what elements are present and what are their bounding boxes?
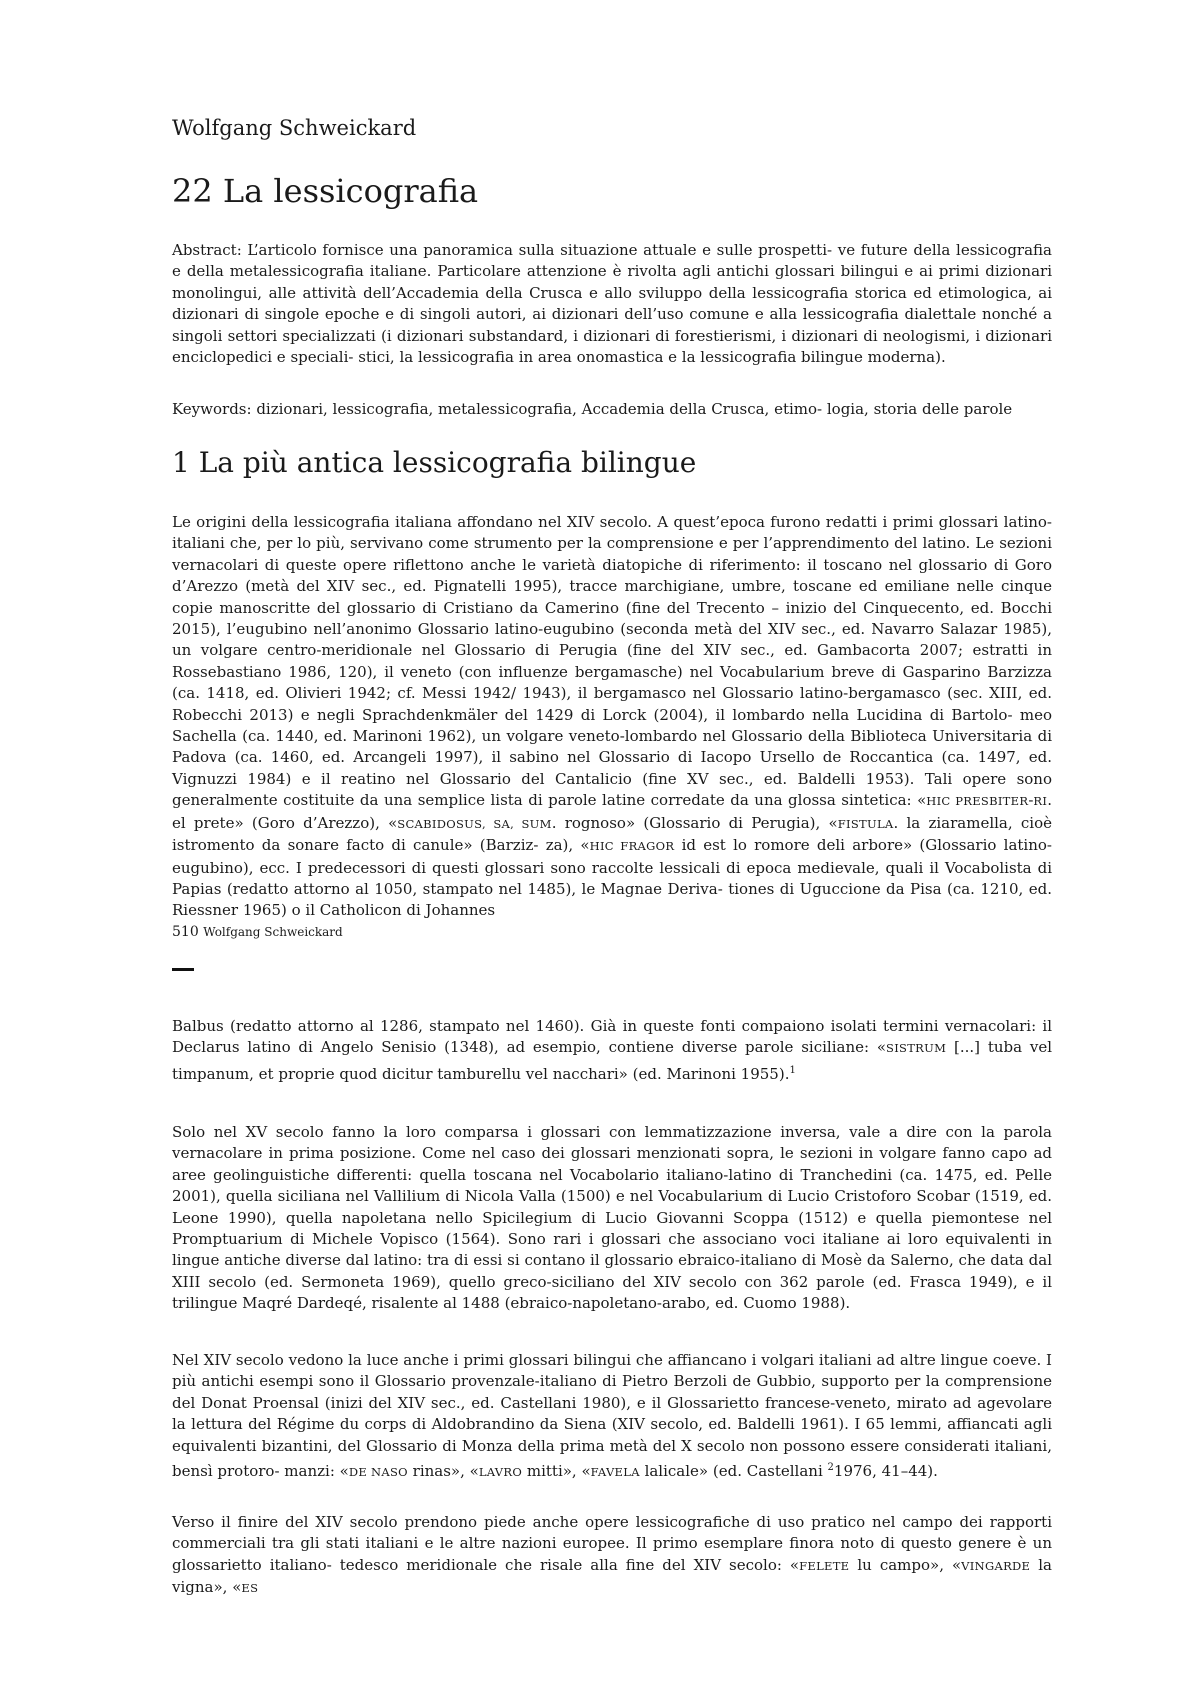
text-run: Verso il finire del XIV secolo prendono piede anche opere lessicografiche di uso pratico nel campo dei rapporti commerciali tra gli stati italiani e le altre nazioni europee. Il primo esemplare finora noto di questo genere è un glossarietto italiano- tedesco meridionale che risale alla fine del XIV secolo: « xyxy=(172,1513,1052,1574)
page-number: 510 xyxy=(172,924,199,940)
text-run: mitti», « xyxy=(522,1462,591,1481)
text-run: Balbus (redatto attorno al 1286, stampato nel 1460). Già in queste fonti compaiono isolati termini vernacolari: il Declarus latino di Angelo Senisio (1348), ad esempio, contiene diverse parole siciliane: « xyxy=(172,1017,1052,1057)
text-run: rinas», « xyxy=(407,1462,479,1481)
text-run: id est lo romore deli arbore» (Glossario latino-eugubino), ecc. I predecessori di questi glossari sono raccolte lessicali di epoca medievale, quali il Vocabolista di Papias (redatto attorno al 1050, stampato nel 1485), le Magnae Deriva- tiones di Uguccione da Pisa (ca. 1210, ed. Riessner 1965) o il Catholicon di Johannes xyxy=(172,836,1052,920)
section-heading: 1 La più antica lessicografia bilingue xyxy=(172,446,697,479)
running-head xyxy=(172,924,343,940)
text-run: . rognoso» (Glossario di Perugia), « xyxy=(551,813,838,832)
body-paragraph-3: Solo nel XV secolo fanno la loro comparsa i glossari con lemmatizzazione inversa, vale a dire con la parola vernacolare in prima posizione. Come nel caso dei glossari menzionati sopra, le sezioni in volgare fanno capo ad aree geolinguistiche differenti: quella toscana nel Vocabolario italiano-latino di Tranchedini (ca. 1475, ed. Pelle 2001), quella siciliana nel Vallilium di Nicola Valla (1500) e nel Vocabularium di Lucio Cristoforo Scobar (1519, ed. Leone 1990), quella napoletana nello Spicilegium di Lucio Giovanni Scoppa (1512) e quella piemontese nel Promptuarium di Michele Vopisco (1564). Sono rari i glossari che associano voci italiane ai loro equivalenti in lingue antiche diverse dal latino: tra di essi si contano il glossario ebraico-italiano di Mosè da Salerno, che data dal XIII secolo (ed. Sermoneta 1969), quello greco-siciliano del XIV secolo con 362 parole (ed. Frasca 1949), e il trilingue Maqré Dardeqé, risalente al 1488 (ebraico-napoletano-arabo, ed. Cuomo 1988). xyxy=(172,1123,1052,1313)
small-caps-run: SCABIDOSUS, SA, SUM xyxy=(397,816,552,831)
body-paragraph-1 xyxy=(172,512,1052,922)
text-run: . la ziaramella, cioè istromento da sonare facto di canule» (Barziz- za), « xyxy=(172,813,1052,855)
text-run: Nel XIV secolo vedono la luce anche i primi glossari bilingui che affiancano i volgari italiani ad altre lingue coeve. I più antichi esempi sono il Glossario provenzale-italiano di Pietro Berzoli de Gubbio, supporto per la comprensione del Donat Proensal (inizi del XIV sec., ed. Castellani 1980), e il Glossarietto francese-veneto, mirato ad agevolare la lettura del Régime du corps di Aldobrandino da Siena (XIV secolo, ed. Baldelli 1961). I 65 lemmi, affiancati agli equivalenti bizantini, del Glossario di Monza della prima metà del X secolo non possono essere considerati italiani, bensì protoro- manzi: « xyxy=(172,1351,1052,1481)
text-run: lalicale» (ed. Castellani xyxy=(639,1462,828,1481)
small-caps-run: VINGARDE xyxy=(961,1558,1031,1573)
author-name: Wolfgang Schweickard xyxy=(172,116,417,140)
small-caps-run: FELETE xyxy=(799,1558,850,1573)
small-caps-run: RI xyxy=(1033,794,1048,809)
small-caps-run: SISTRUM xyxy=(886,1041,947,1056)
text-run: lu campo», « xyxy=(849,1555,962,1574)
text-run: Le origini della lessicografia italiana affondano nel XIV secolo. A quest’epoca furono redatti i primi glossari latino-italiani che, per lo più, servivano come strumento per la comprensione e per l’apprendimento del latino. Le sezioni vernacolari di queste opere riflettono anche le varietà diatopiche di riferimento: il toscano nel glossario di Goro d’Arezzo (metà del XIV sec., ed. Pignatelli 1995), tracce marchigiane, umbre, toscane ed emiliane nelle cinque copie manoscritte del glossario di Cristiano da Camerino (fine del Trecento – inizio del Cinquecento, ed. Bocchi 2015), l’eugubino nell’anonimo Glossario latino-eugubino (seconda metà del XIV sec., ed. Navarro Salazar 1985), un volgare centro-meridionale nel Glossario di Perugia (fine del XIV sec., ed. Gambacorta 2007; estratti in Rossebastiano 1986, 120), il veneto (con influenze bergamasche) nel Vocabularium breve di Gasparino Barzizza (ca. 1418, ed. Olivieri 1942; cf. Messi 1942/ 1943), il bergamasco nel Glossario latino-bergamasco (sec. XIII, ed. Robecchi 2013) e negli Sprachdenkmäler del 1429 di Lorck (2004), il lombardo nella Lucidina di Bartolo- meo Sachella (ca. 1440, ed. Marinoni 1962), un volgare veneto-lombardo nel Glossario della Biblioteca Universitaria di Padova (ca. 1460, ed. Arcangeli 1997), il sabino nel Glossario di Iacopo Ursello de Roccantica (ca. 1497, ed. Vignuzzi 1984) e il reatino nel Glossario del Cantalicio (fine XV sec., ed. Baldelli 1953). Tali opere sono generalmente costituite da una semplice lista di parole latine corredate da una glossa sintetica: « xyxy=(172,513,1052,810)
separator-rule xyxy=(172,968,194,971)
small-caps-run: FISTULA xyxy=(837,816,894,831)
keywords-line: Keywords: dizionari, lessicografia, metalessicografia, Accademia della Crusca, etimo- logia, storia delle parole xyxy=(172,400,1013,418)
chapter-title: 22 La lessicografia xyxy=(172,172,479,210)
text-run: [...] tuba vel timpanum, et proprie quod dicitur tamburellu vel nacchari» (ed. Marinoni 1955). xyxy=(172,1038,1052,1083)
running-head-author: Wolfgang Schweickard xyxy=(203,925,343,939)
small-caps-run: HIC FRAGOR xyxy=(589,839,675,854)
edition-superscript: 2 xyxy=(827,1462,834,1474)
text-run: 1976, 41–44). xyxy=(833,1462,938,1481)
text-run: - xyxy=(1028,791,1034,810)
body-paragraph-4 xyxy=(172,1350,1052,1483)
text-run: la vigna», « xyxy=(172,1555,1052,1597)
body-paragraph-5 xyxy=(172,1512,1052,1600)
small-caps-run: DE NASO xyxy=(348,1465,408,1480)
small-caps-run: ES xyxy=(241,1581,259,1596)
body-paragraph-2 xyxy=(172,1016,1052,1085)
small-caps-run: LAVRO xyxy=(478,1465,523,1480)
abstract-paragraph: Abstract: L’articolo fornisce una panoramica sulla situazione attuale e sulle prospetti- ve future della lessicografia e della metalessicografia italiane. Particolare attenzione è rivolta agli antichi glossari bilingui e ai primi dizionari monolingui, alle attività dell’Accademia della Crusca e allo sviluppo della lessicografia storica ed etimologica, ai dizionari di singole epoche e di singoli autori, ai dizionari dell’uso comune e alla lessicografia dialettale nonché a singoli settori specializzati (i dizionari substandard, i dizionari di forestierismi, i dizionari di neologismi, i dizionari enciclopedici e speciali- stici, la lessicografia in area onomastica e la lessicografia bilingue moderna). xyxy=(172,241,1052,367)
small-caps-run: HIC PRESBITER xyxy=(926,794,1029,809)
footnote-marker[interactable]: 1 xyxy=(789,1064,796,1076)
small-caps-run: FAVELA xyxy=(590,1465,640,1480)
text-run: . el prete» (Goro d’Arezzo), « xyxy=(172,791,1052,832)
